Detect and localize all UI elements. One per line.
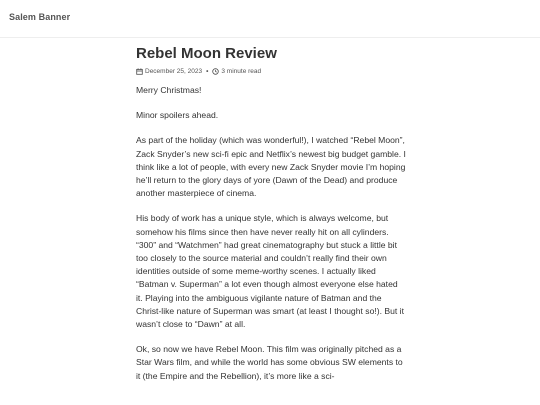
meta-separator: • bbox=[206, 68, 209, 75]
clock-icon bbox=[212, 68, 219, 75]
paragraph: Merry Christmas! bbox=[136, 85, 202, 95]
paragraph: As part of the holiday (which was wonderful!), I watched “Rebel Moon”, Zack Snyder’s new sci-fi epic and Netflix’s newest big budget gamble. I think like a lot of people, with every new Zack Snyder movie I’m hoping he’ll return to the glory days of yore (Dawn of the Dead) and produce another masterpiece of cinema. bbox=[136, 135, 406, 199]
post-meta bbox=[136, 67, 406, 76]
read-time: 3 minute read bbox=[221, 68, 262, 75]
paragraph: His body of work has a unique style, which is always welcome, but somehow his films since then have never really hit on all cylinders. “300” and “Watchmen” had great cinematography but stuck a little bit too closely to the source material and couldn’t really find their own identities outside of some meme-worthy scenes. I actually liked “Batman v. Superman” a lot even though almost everyone else hated it. Playing into the ambiguous vigilante nature of Batman and the Christ-like nature of Superman was smart (at least I thought so!). But it wasn’t close to “Dawn” at all. bbox=[136, 213, 404, 330]
site-title-link[interactable]: Salem Banner bbox=[9, 12, 71, 22]
paragraph: Minor spoilers ahead. bbox=[136, 110, 219, 121]
paragraph: Ok, so now we have Rebel Moon. This film was originally pitched as a Star Wars film, and while the world has some obvious SW elements to it (the Empire and the Rebellion), it’s more like a sci- bbox=[136, 344, 403, 381]
post-title: Rebel Moon Review bbox=[136, 45, 277, 62]
calendar-icon bbox=[136, 68, 143, 75]
site-header bbox=[0, 0, 540, 38]
article bbox=[136, 44, 406, 395]
post-content bbox=[136, 84, 406, 383]
post-date: December 25, 2023 bbox=[145, 68, 203, 75]
